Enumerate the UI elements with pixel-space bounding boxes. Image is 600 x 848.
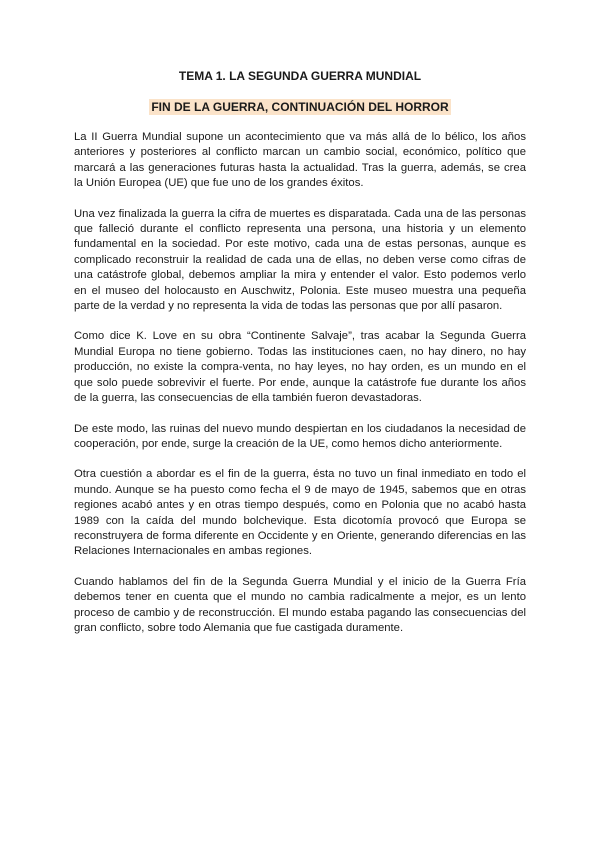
paragraph-3: Como dice K. Love en su obra “Continente Salvaje”, tras acabar la Segunda Guerra Mundial Europa no tiene gobierno. Todas las instituciones caen, no hay dinero, no hay producción, no existe la compra-venta, no hay leyes, no hay orden, es un mundo en el que solo puede sobrevivir el fuerte. Por ende, aunque la catástrofe fue durante los años de la guerra, las consecuencias de ella también fueron devastadoras. [74,330,526,405]
paragraph-6: Cuando hablamos del fin de la Segunda Guerra Mundial y el inicio de la Guerra Fría debemos tener en cuenta que el mundo no cambia radicalmente a mejor, es un lento proceso de cambio y de reconstrucción. El mundo estaba pagando las consecuencias del gran conflicto, sobre todo Alemania que fue castigada duramente. [74,575,526,634]
document-subtitle: FIN DE LA GUERRA, CONTINUACIÓN DEL HORROR [151,100,449,114]
paragraph-5: Otra cuestión a abordar es el fin de la guerra, ésta no tuvo un final inmediato en todo el mundo. Aunque se ha puesto como fecha el 9 de mayo de 1945, sabemos que en otras regiones acabó antes y en otras tiempo después, como en Polonia que no acabó hasta 1989 con la caída del mundo bolchevique. Esta dicotomía provocó que Europa se reconstruyera de forma diferente en Occidente y en Oriente, generando diferencias en las Relaciones Internacionales en ambas regiones. [74,468,526,558]
document-page [74,68,526,651]
document-title: TEMA 1. LA SEGUNDA GUERRA MUNDIAL [178,69,422,83]
paragraph-2: Una vez finalizada la guerra la cifra de muertes es disparatada. Cada una de las personas que falleció durante el conflicto representa una persona, una historia y un elemento fundamental en la sociedad. Por este motivo, cada una de estas personas, aunque es complicado reconstruir la realidad de cada una de ellas, no deben verse como cifras de una catástrofe global, debemos ampliar la mira y entender el valor. Esto podemos verlo en el museo del holocausto en Auschwitz, Polonia. Este museo muestra una pequeña parte de la verdad y no representa la vida de todas las personas que por allí pasaron. [74,207,526,313]
paragraph-4: De este modo, las ruinas del nuevo mundo despiertan en los ciudadanos la necesidad de cooperación, por ende, surge la creación de la UE, como hemos dicho anteriormente. [74,422,526,450]
paragraph-1: La II Guerra Mundial supone un acontecimiento que va más allá de lo bélico, los años anteriores y posteriores al conflicto marcan un cambio social, económico, político que marcará a las generaciones futuras hasta la actualidad. Tras la guerra, además, se crea la Unión Europea (UE) que fue uno de los grandes éxitos. [74,131,526,190]
subtitle-container [74,98,526,116]
